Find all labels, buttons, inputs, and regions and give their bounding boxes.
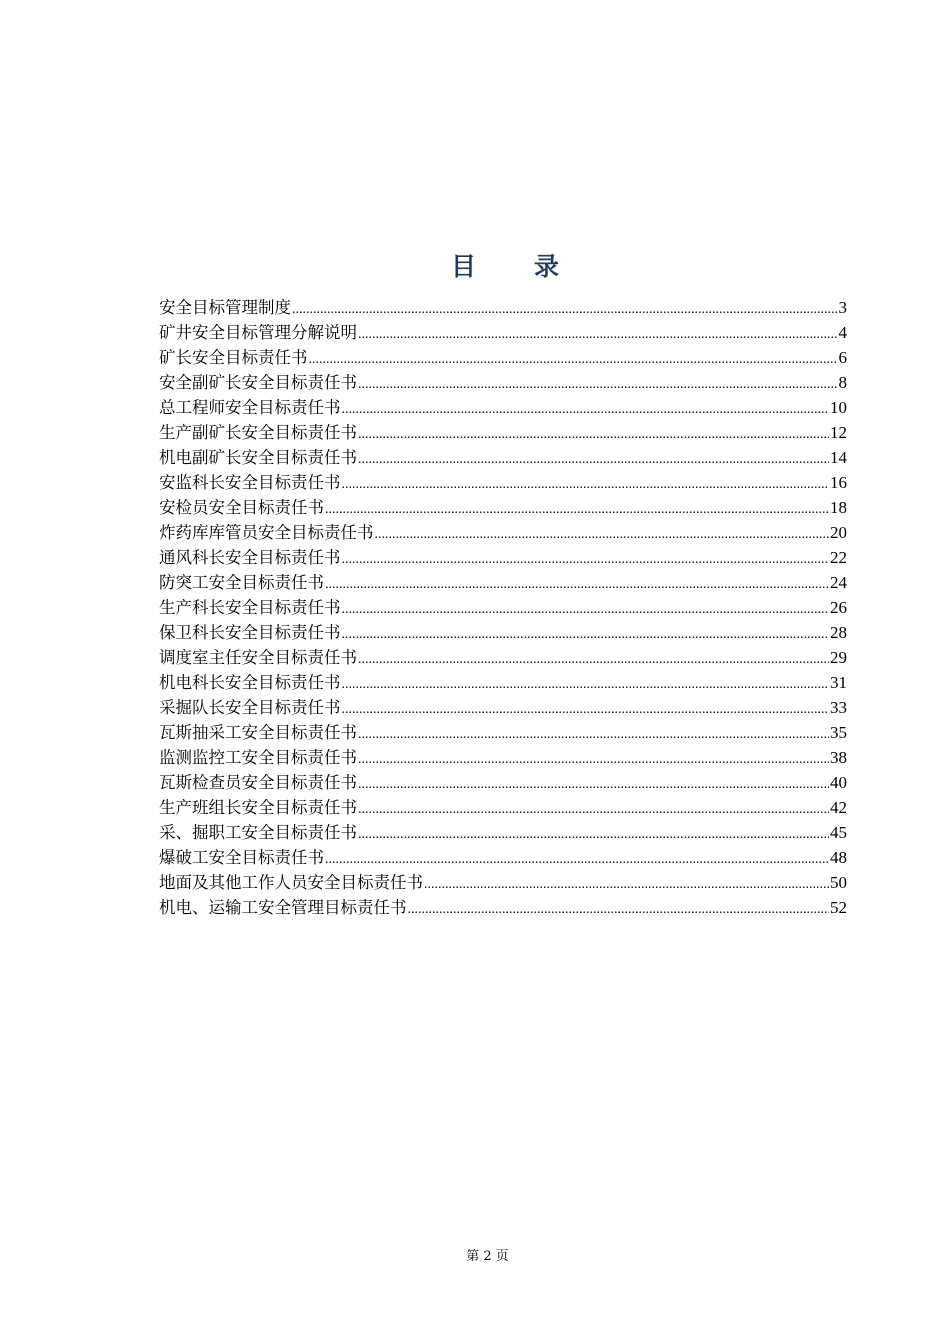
toc-entry-label: 瓦斯抽采工安全目标责任书 xyxy=(159,723,357,742)
toc-entry[interactable] xyxy=(159,445,847,470)
toc-entry-label: 机电、运输工安全管理目标责任书 xyxy=(159,898,407,917)
toc-dot-leader xyxy=(342,672,830,697)
toc-entry-page-number: 3 xyxy=(838,298,847,317)
toc-entry-label: 安检员安全目标责任书 xyxy=(159,498,324,517)
toc-entry-label: 监测监控工安全目标责任书 xyxy=(159,748,357,767)
toc-entry-label: 保卫科长安全目标责任书 xyxy=(159,623,341,642)
toc-entry-label: 采掘队长安全目标责任书 xyxy=(159,698,341,717)
toc-entry-page-number: 22 xyxy=(830,548,847,567)
toc-entry-label: 爆破工安全目标责任书 xyxy=(159,848,324,867)
toc-entry-page-number: 29 xyxy=(830,648,847,667)
toc-dot-leader xyxy=(358,372,838,397)
toc-entry-label: 安监科长安全目标责任书 xyxy=(159,473,341,492)
toc-dot-leader xyxy=(358,722,829,747)
toc-entry-label: 瓦斯检查员安全目标责任书 xyxy=(159,773,357,792)
toc-entry[interactable] xyxy=(159,845,847,870)
toc-entry-page-number: 6 xyxy=(838,348,847,367)
toc-entry-label: 调度室主任安全目标责任书 xyxy=(159,648,357,667)
toc-entry-label: 采、掘职工安全目标责任书 xyxy=(159,823,357,842)
toc-dot-leader xyxy=(358,797,829,822)
toc-entry-page-number: 35 xyxy=(830,723,847,742)
toc-dot-leader xyxy=(342,597,830,622)
toc-dot-leader xyxy=(292,297,838,322)
toc-title-left: 目 xyxy=(450,252,476,281)
toc-dot-leader xyxy=(358,322,838,347)
toc-entry[interactable] xyxy=(159,495,847,520)
toc-entry-label: 安全副矿长安全目标责任书 xyxy=(159,373,357,392)
toc-entry-label: 炸药库库管员安全目标责任书 xyxy=(159,523,374,542)
toc-dot-leader xyxy=(358,822,829,847)
toc-entry[interactable] xyxy=(159,895,847,920)
toc-entry[interactable] xyxy=(159,545,847,570)
toc-entry[interactable] xyxy=(159,645,847,670)
toc-dot-leader xyxy=(342,547,830,572)
toc-entry[interactable] xyxy=(159,420,847,445)
toc-entry-page-number: 12 xyxy=(830,423,847,442)
toc-entry[interactable] xyxy=(159,870,847,895)
toc-entry-page-number: 18 xyxy=(830,498,847,517)
toc-entry-label: 地面及其他工作人员安全目标责任书 xyxy=(159,873,423,892)
toc-entry-page-number: 42 xyxy=(830,798,847,817)
toc-dot-leader xyxy=(342,472,830,497)
toc-dot-leader xyxy=(358,447,829,472)
toc-entry[interactable] xyxy=(159,670,847,695)
toc-dot-leader xyxy=(358,422,829,447)
toc-dot-leader xyxy=(309,347,838,372)
toc-entry[interactable] xyxy=(159,795,847,820)
toc-entry-page-number: 45 xyxy=(830,823,847,842)
toc-dot-leader xyxy=(408,897,830,922)
toc-entry-label: 生产科长安全目标责任书 xyxy=(159,598,341,617)
toc-dot-leader xyxy=(358,747,829,772)
toc-dot-leader xyxy=(342,622,830,647)
toc-entry-page-number: 16 xyxy=(830,473,847,492)
toc-entry-label: 矿井安全目标管理分解说明 xyxy=(159,323,357,342)
toc-entry-label: 矿长安全目标责任书 xyxy=(159,348,308,367)
toc-entry[interactable] xyxy=(159,770,847,795)
toc-title-right: 录 xyxy=(534,252,560,281)
toc-entry-page-number: 8 xyxy=(838,373,847,392)
toc-entry-label: 安全目标管理制度 xyxy=(159,298,291,317)
toc-entry-page-number: 40 xyxy=(830,773,847,792)
toc-entry[interactable] xyxy=(159,370,847,395)
toc-entry-label: 机电科长安全目标责任书 xyxy=(159,673,341,692)
toc-dot-leader xyxy=(325,497,829,522)
toc-entry[interactable] xyxy=(159,470,847,495)
toc-entry-page-number: 26 xyxy=(830,598,847,617)
toc-entry-page-number: 52 xyxy=(830,898,847,917)
toc-entry-label: 生产班组长安全目标责任书 xyxy=(159,798,357,817)
toc-entry-label: 通风科长安全目标责任书 xyxy=(159,548,341,567)
toc-entry[interactable] xyxy=(159,595,847,620)
toc-entry[interactable] xyxy=(159,520,847,545)
toc-entry-page-number: 38 xyxy=(830,748,847,767)
toc-title xyxy=(0,249,950,285)
toc-entry[interactable] xyxy=(159,695,847,720)
toc-entry-page-number: 28 xyxy=(830,623,847,642)
toc-dot-leader xyxy=(358,772,829,797)
toc-entry-page-number: 33 xyxy=(830,698,847,717)
toc-entry[interactable] xyxy=(159,620,847,645)
toc-list xyxy=(159,295,847,920)
toc-entry[interactable] xyxy=(159,720,847,745)
toc-entry-page-number: 31 xyxy=(830,673,847,692)
toc-dot-leader xyxy=(424,872,829,897)
toc-entry[interactable] xyxy=(159,395,847,420)
toc-dot-leader xyxy=(358,647,829,672)
toc-entry-page-number: 4 xyxy=(838,323,847,342)
toc-entry-page-number: 50 xyxy=(830,873,847,892)
toc-dot-leader xyxy=(325,847,829,872)
toc-entry[interactable] xyxy=(159,745,847,770)
toc-entry-page-number: 10 xyxy=(830,398,847,417)
toc-dot-leader xyxy=(342,397,830,422)
toc-entry-page-number: 24 xyxy=(830,573,847,592)
toc-entry[interactable] xyxy=(159,820,847,845)
toc-dot-leader xyxy=(375,522,830,547)
toc-entry[interactable] xyxy=(159,295,847,320)
toc-entry-page-number: 48 xyxy=(830,848,847,867)
page-number: 第 2 页 xyxy=(466,1249,509,1264)
toc-entry-label: 总工程师安全目标责任书 xyxy=(159,398,341,417)
toc-entry-page-number: 14 xyxy=(830,448,847,467)
toc-entry[interactable] xyxy=(159,345,847,370)
toc-dot-leader xyxy=(342,697,830,722)
toc-entry-label: 防突工安全目标责任书 xyxy=(159,573,324,592)
toc-dot-leader xyxy=(325,572,829,597)
toc-entry-label: 机电副矿长安全目标责任书 xyxy=(159,448,357,467)
toc-entry-page-number: 20 xyxy=(830,523,847,542)
toc-entry-label: 生产副矿长安全目标责任书 xyxy=(159,423,357,442)
toc-entry[interactable] xyxy=(159,570,847,595)
toc-entry[interactable] xyxy=(159,320,847,345)
